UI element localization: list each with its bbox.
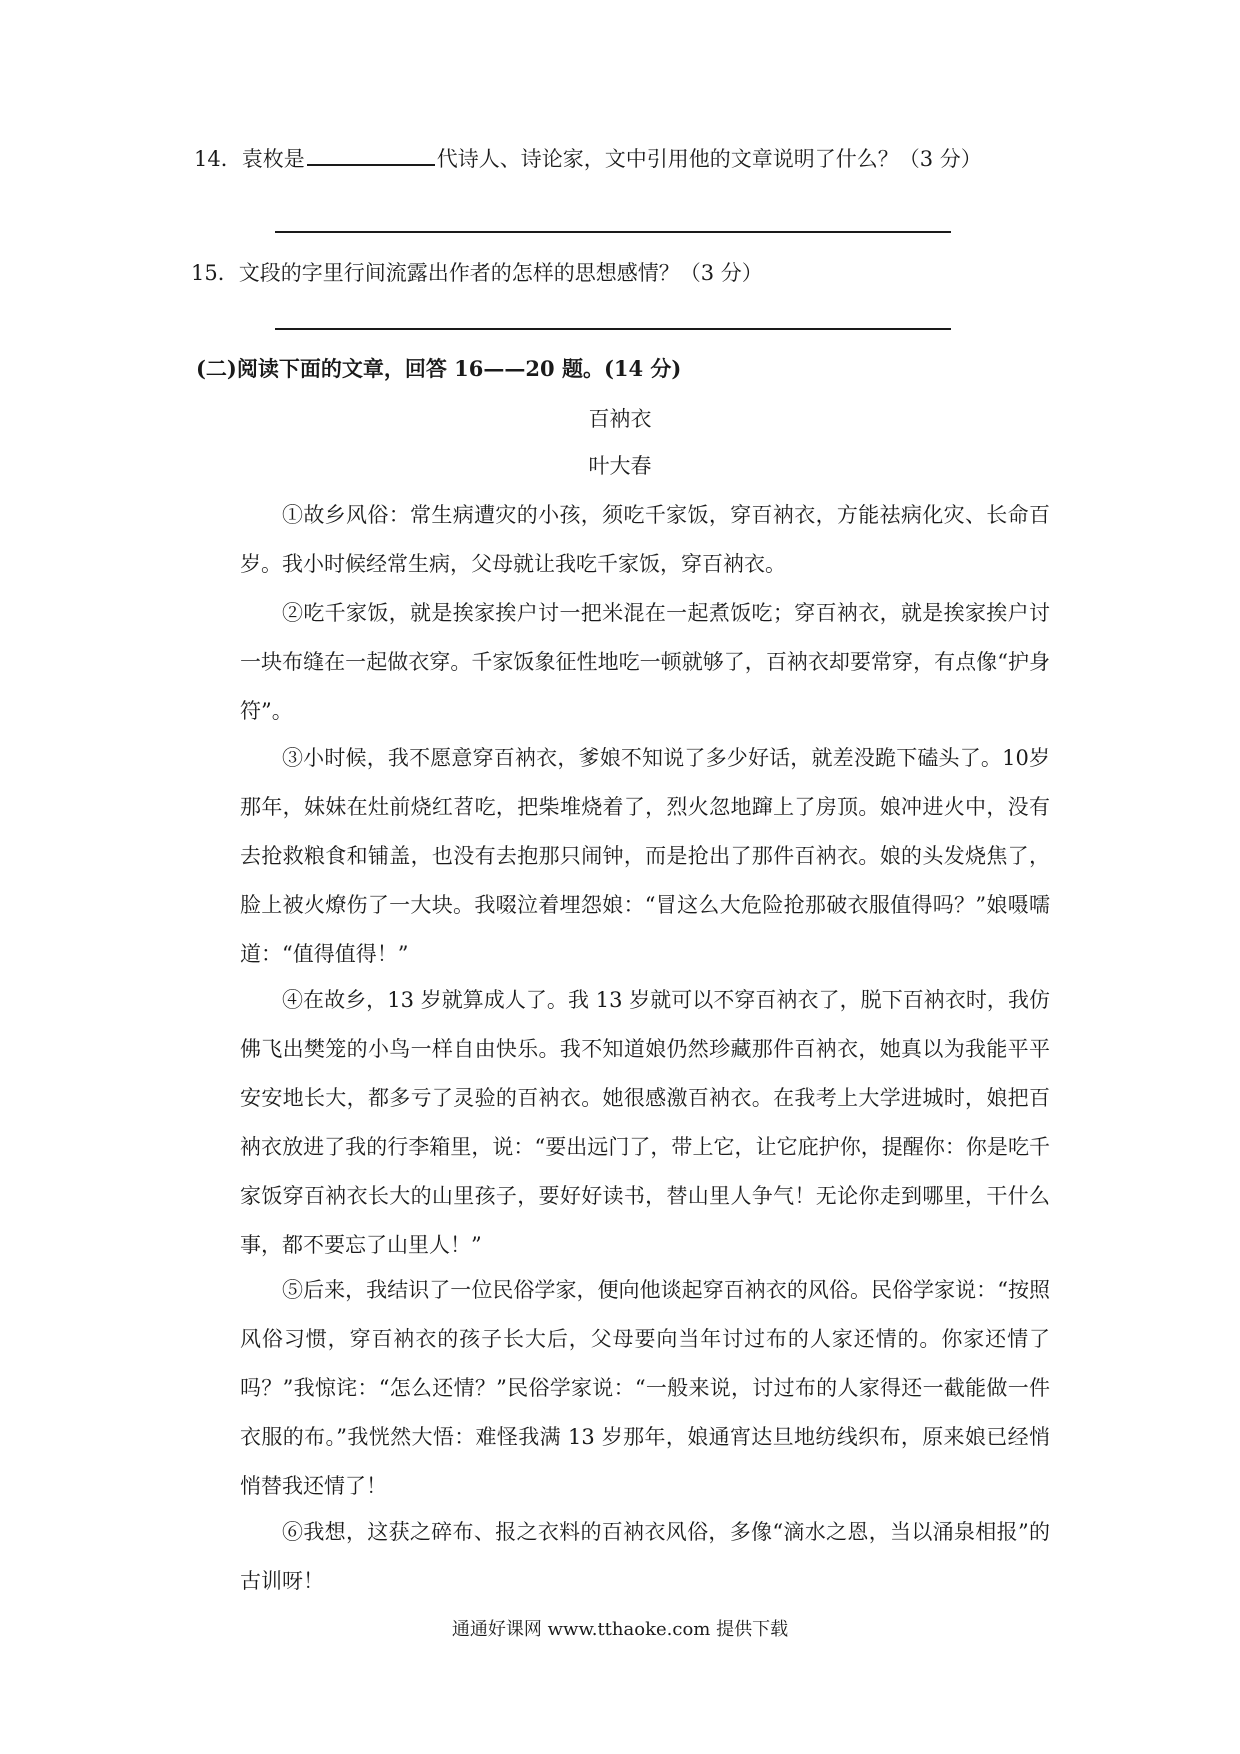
article-title: 百衲衣 [588, 407, 652, 431]
article-paragraph-3: ③小时候，我不愿意穿百衲衣，爹娘不知说了多少好话，就差没跪下磕头了。10岁那年，妹妹在灶前烧红苕吃，把柴堆烧着了，烈火忽地蹿上了房顶。娘冲进火中，没有去抢救粮食和铺盖，也没有去抱那只闹钟，而是抢出了那件百衲衣。娘的头发烧焦了，脸上被火燎伤了一大块。我啜泣着埋怨娘：“冒这么大危险抢那破衣服值得吗？”娘嗫嚅道：“值得值得！” [240, 746, 1050, 966]
article-paragraph-2: ②吃千家饭，就是挨家挨户讨一把米混在一起煮饭吃；穿百衲衣，就是挨家挨户讨一块布缝在一起做衣穿。千家饭象征性地吃一顿就够了，百衲衣却要常穿，有点像“护身符”。 [240, 601, 1050, 723]
section-heading: (二)阅读下面的文章，回答 16——20 题。(14 分) [196, 356, 682, 381]
question-15-text: 文段的字里行间流露出作者的怎样的思想感情？（3 分） [238, 261, 763, 285]
question-15 [191, 258, 763, 288]
question-14-blank[interactable] [307, 142, 435, 166]
article-author: 叶大春 [588, 454, 652, 478]
article-paragraph-5: ⑤后来，我结识了一位民俗学家，便向他谈起穿百衲衣的风俗。民俗学家说：“按照风俗习惯，穿百衲衣的孩子长大后，父母要向当年讨过布的人家还情的。你家还情了吗？”我惊诧：“怎么还情？”民俗学家说：“一般来说，讨过布的人家得还一截能做一件衣服的布。”我恍然大悟：难怪我满 13 岁那年，娘通宵达旦地纺线织布，原来娘已经悄悄替我还情了！ [240, 1278, 1050, 1498]
article-paragraph-6: ⑥我想，这获之碎布、报之衣料的百衲衣风俗，多像“滴水之恩，当以涌泉相报”的古训呀！ [240, 1520, 1050, 1593]
question-14 [194, 142, 982, 174]
question-15-number: 15． [191, 261, 239, 285]
question-14-number: 14． [194, 147, 242, 171]
question-14-answer-line[interactable] [275, 231, 951, 233]
question-15-answer-line[interactable] [275, 328, 951, 330]
article-paragraph-4: ④在故乡，13 岁就算成人了。我 13 岁就可以不穿百衲衣了，脱下百衲衣时，我仿佛飞出樊笼的小鸟一样自由快乐。我不知道娘仍然珍藏那件百衲衣，她真以为我能平平安安地长大，都多亏了灵验的百衲衣。她很感激百衲衣。在我考上大学进城时，娘把百衲衣放进了我的行李箱里，说：“要出远门了，带上它，让它庇护你，提醒你：你是吃千家饭穿百衲衣长大的山里孩子，要好好读书，替山里人争气！无论你走到哪里，干什么事，都不要忘了山里人！” [240, 988, 1050, 1257]
question-14-text-before: 袁枚是 [241, 147, 305, 171]
article-paragraph-1: ①故乡风俗：常生病遭灾的小孩，须吃千家饭，穿百衲衣，方能祛病化灾、长命百岁。我小时候经常生病，父母就让我吃千家饭，穿百衲衣。 [240, 503, 1050, 576]
question-14-text-after: 代诗人、诗论家，文中引用他的文章说明了什么？（3 分） [436, 147, 982, 171]
page-footer: 通通好课网 www.tthaoke.com 提供下载 [451, 1619, 789, 1640]
